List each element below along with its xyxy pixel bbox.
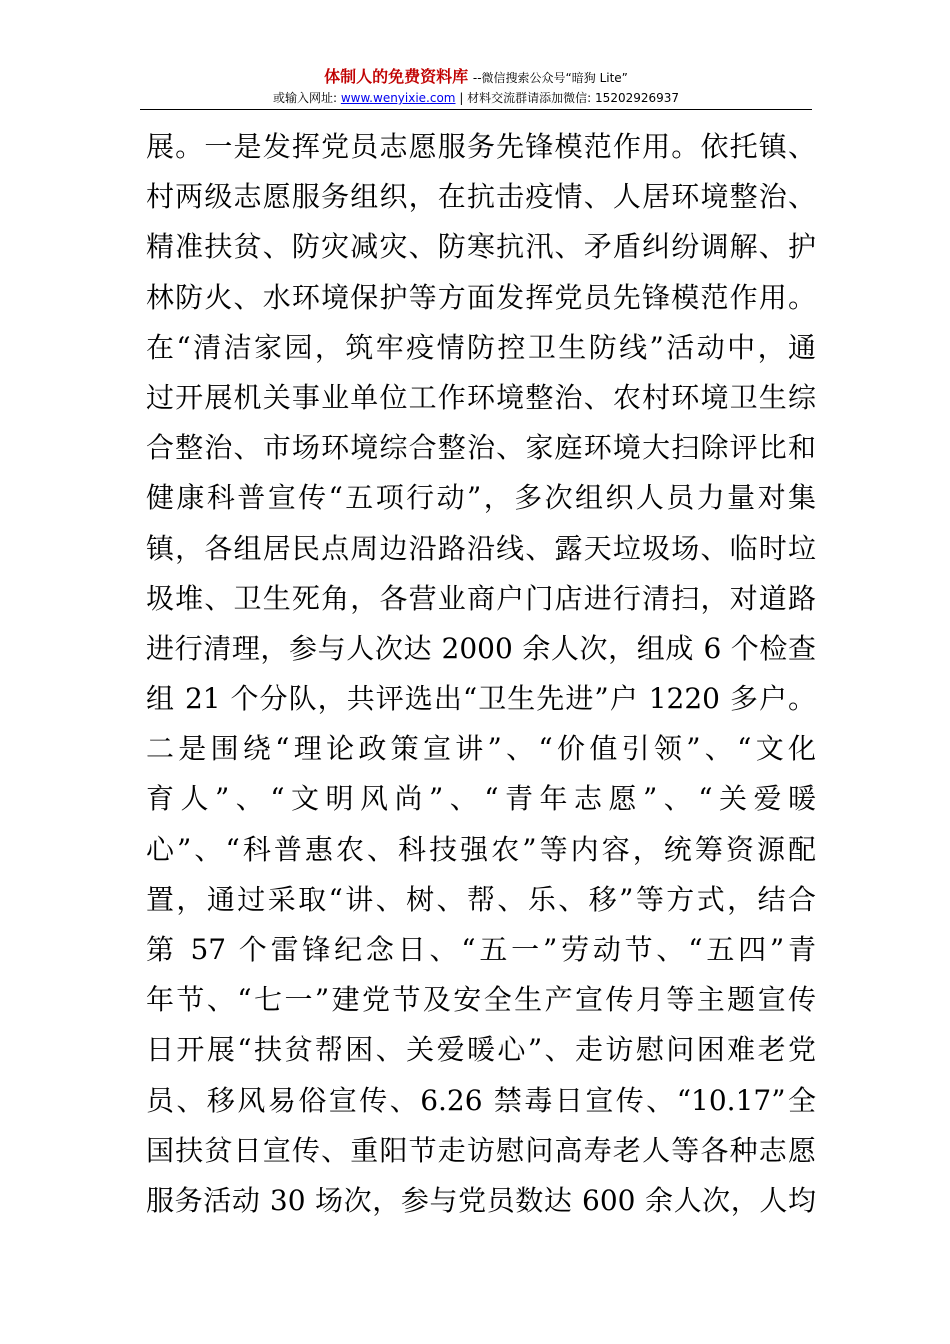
header-title-line [140, 66, 812, 89]
text-line: 进行清理，参与人次达 2000 余人次，组成 6 个检查 [146, 631, 816, 665]
text-line: 镇，各组居民点周边沿路沿线、露天垃圾场、临时垃 [146, 531, 816, 565]
text-line: 日开展“扶贫帮困、关爱暖心”、走访慰问困难老党 [146, 1033, 816, 1067]
text-line: 健康科普宣传“五项行动”，多次组织人员力量对集 [146, 481, 816, 515]
text-line: 精准扶贫、防灾减灾、防寒抗汛、矛盾纠纷调解、护 [146, 230, 816, 264]
header-brand: 体制人的免费资料库 [324, 67, 469, 86]
text-line: 服务活动 30 场次，参与党员数达 600 余人次，人均 [146, 1183, 816, 1217]
page-header [140, 66, 812, 107]
text-line: 第 57 个雷锋纪念日、“五一”劳动节、“五四”青 [146, 933, 816, 966]
text-line: 置，通过采取“讲、树、帮、乐、移”等方式，结合 [146, 882, 816, 916]
text-line: 合整治、市场环境综合整治、家庭环境大扫除评比和 [146, 431, 816, 465]
text-line: 展。一是发挥党员志愿服务先锋模范作用。依托镇、 [146, 130, 816, 163]
text-line: 育人”、“文明风尚”、“青年志愿”、“关爱暖 [146, 782, 816, 816]
website-link[interactable]: www.wenyixie.com [340, 91, 456, 105]
document-body [146, 122, 816, 1226]
header-url-prefix: 或输入网址: [272, 91, 338, 105]
header-divider [140, 109, 812, 110]
text-line: 员、移风易俗宣传、6.26 禁毒日宣传、“10.17”全 [146, 1083, 816, 1117]
text-line: 过开展机关事业单位工作环境整治、农村环境卫生综 [146, 380, 816, 414]
header-wechat-info: | 材料交流群请添加微信: 15202926937 [459, 91, 680, 105]
text-line: 圾堆、卫生死角，各营业商户门店进行清扫，对道路 [146, 581, 816, 615]
text-line: 心”、“科普惠农、科技强农”等内容，统筹资源配 [146, 832, 816, 866]
header-tagline: --微信搜索公众号“暗狗 Lite” [472, 71, 628, 85]
text-line: 在“清洁家园，筑牢疫情防控卫生防线”活动中，通 [146, 330, 816, 364]
text-line: 村两级志愿服务组织，在抗击疫情、人居环境整治、 [146, 180, 816, 214]
text-line: 年节、“七一”建党节及安全生产宣传月等主题宣传 [146, 983, 816, 1017]
text-line: 二是围绕“理论政策宣讲”、“价值引领”、“文化 [146, 732, 816, 766]
text-line: 林防火、水环境保护等方面发挥党员先锋模范作用。 [146, 280, 816, 314]
text-line: 组 21 个分队，共评选出“卫生先进”户 1220 多户。 [146, 682, 816, 716]
header-contact-line [140, 89, 812, 107]
text-line: 国扶贫日宣传、重阳节走访慰问高寿老人等各种志愿 [146, 1133, 816, 1167]
